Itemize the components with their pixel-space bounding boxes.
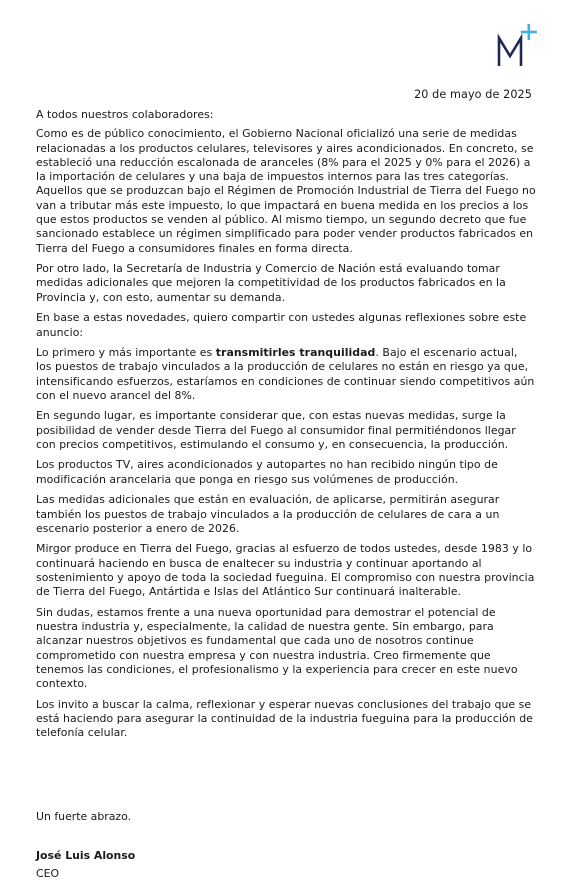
paragraph-2: Por otro lado, la Secretaría de Industria y Comercio de Nación está evaluando tomar medidas adicionales que mejoren la competitividad de los productos fabricados en la Provincia y, con esto, aumentar su demanda. (36, 262, 506, 304)
paragraph-4-emphasis: transmitirles tranquilidad (215, 346, 376, 360)
paragraph-4-rest: . Bajo el escenario actual, los puestos de trabajo vinculados a la producción de celulares no están en riesgo ya que, intensificando esfuerzos, estaríamos en condiciones de continuar siendo competitivos aún con el nuevo arancel del 8%. (36, 346, 535, 402)
paragraph-7: Las medidas adicionales que están en evaluación, de aplicarse, permitirán asegurar también los puestos de trabajo vinculados a la producción de celulares de cara a un escenario posterior a enero de 2026. (36, 493, 500, 535)
signer-name: José Luis Alonso (36, 849, 136, 862)
letter-date: 20 de mayo de 2025 (414, 88, 532, 101)
paragraph-8: Mirgor produce en Tierra del Fuego, gracias al esfuerzo de todos ustedes, desde 1983 y lo continuará haciendo en busca de enaltecer su industria y continuar aportando al sostenimiento y apoyo de toda la sociedad fueguina. El compromiso con nuestra provincia de Tierra del Fuego, Antártida e Islas del Atlántico Sur continuará inalterable. (36, 542, 535, 599)
paragraph-9: Sin dudas, estamos frente a una nueva oportunidad para demostrar el potencial de nuestra industria y, especialmente, la calidad de nuestra gente. Sin embargo, para alcanzar nuestros objetivos es fundamental que cada uno de nosotros continue comprometido con nuestra empresa y con nuestra industria. Creo firmemente que tenemos las condiciones, el profesionalismo y la experiencia para crecer en este nuevo contexto. (36, 605, 518, 691)
paragraph-6: Los productos TV, aires acondicionados y autopartes no han recibido ningún tipo de modificación arancelaria que ponga en riesgo sus volúmenes de producción. (36, 458, 498, 486)
paragraph-4 (36, 346, 536, 403)
letter-greeting: A todos nuestros colaboradores: (36, 108, 214, 121)
paragraph-5: En segundo lugar, es importante considerar que, con estas nuevas medidas, surge la posibilidad de vender desde Tierra del Fuego al consumidor final permitiéndonos llegar con precios competitivos, estimulando el consumo y, en consecuencia, la producción. (36, 409, 516, 451)
company-logo (496, 22, 538, 68)
paragraph-3: En base a estas novedades, quiero compartir con ustedes algunas reflexiones sobre este anuncio: (36, 311, 527, 339)
paragraph-10: Los invito a buscar la calma, reflexionar y esperar nuevas conclusiones del trabajo que se está haciendo para asegurar la continuidad de la industria fueguina para la producción de telefonía celular. (36, 697, 533, 740)
letter-body (36, 108, 536, 747)
letter-closing: Un fuerte abrazo. (36, 810, 132, 823)
paragraph-4-lead: Lo primero y más importante es (36, 346, 216, 360)
signer-role: CEO (36, 867, 60, 880)
paragraph-1: Como es de público conocimiento, el Gobierno Nacional oficializó una serie de medidas relacionadas a los productos celulares, televisores y aires acondicionados. En concreto, se estableció una reducción escalonada de aranceles (8% para el 2025 y 0% para el 2026) a la importación de celulares y una baja de impuestos internos para las tres categorías. Aquellos que se produzcan bajo el Régimen de Promoción Industrial de Tierra del Fuego no van a tributar más este impuesto, lo que impactará en buena medida en los precios a los que estos productos se venden al público. Al mismo tiempo, un segundo decreto que fue sancionado establece un régimen simplificado para poder vender productos fabricados en Tierra del Fuego a consumidores finales en forma directa. (36, 127, 536, 255)
